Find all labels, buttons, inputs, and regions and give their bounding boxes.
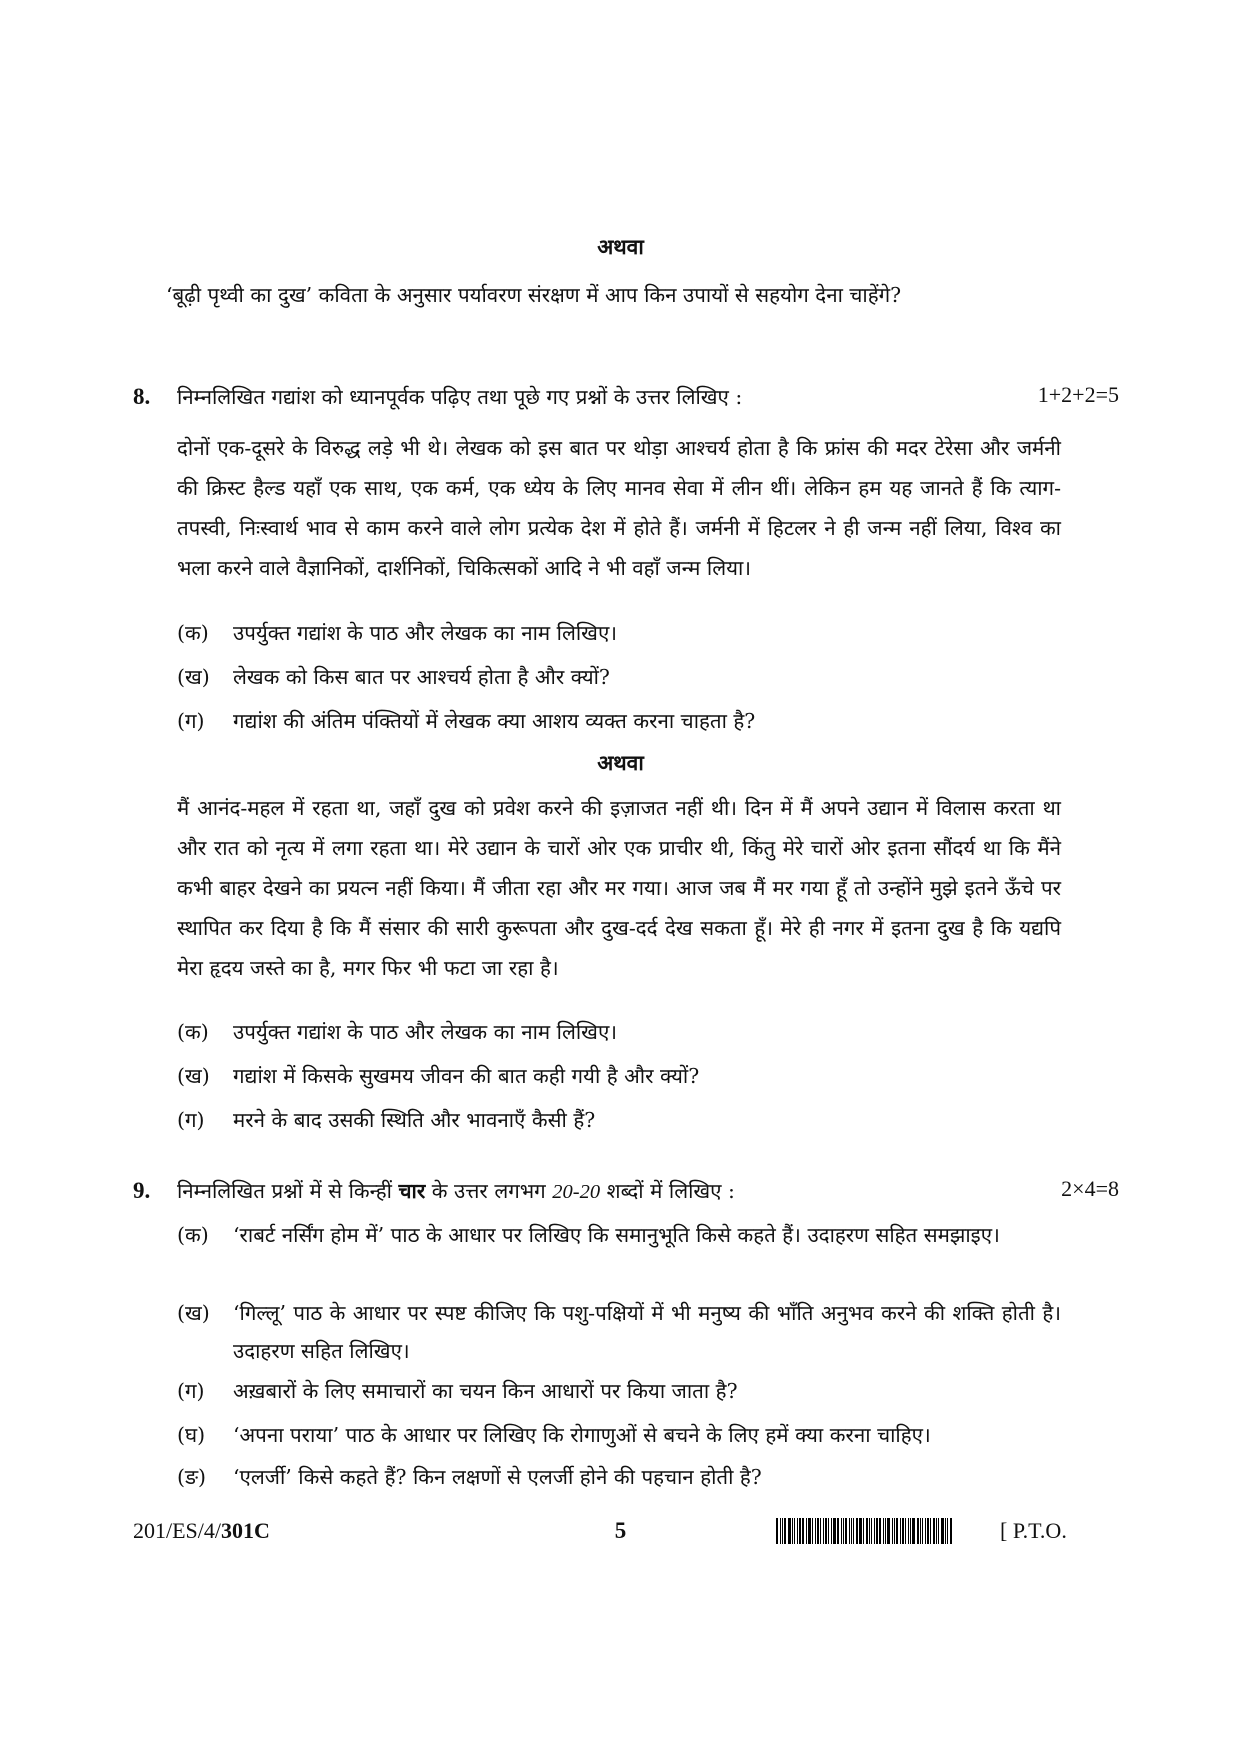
barcode-bar bbox=[849, 1518, 850, 1544]
barcode-bar bbox=[833, 1518, 836, 1544]
barcode-bar bbox=[917, 1518, 919, 1544]
barcode-bar bbox=[871, 1518, 872, 1544]
barcode-bar bbox=[863, 1518, 864, 1544]
sub-question-label: (ख) bbox=[177, 1064, 210, 1088]
barcode-bar bbox=[941, 1518, 944, 1544]
prompt-emphasis: चार bbox=[398, 1179, 426, 1203]
sub-question-text: लेखक को किस बात पर आश्चर्य होता है और क्यों? bbox=[233, 665, 610, 689]
barcode-bar bbox=[930, 1518, 931, 1544]
sub-question-text: उपर्युक्त गद्यांश के पाठ और लेखक का नाम लिखिए। bbox=[233, 1020, 618, 1044]
barcode-bar bbox=[808, 1518, 811, 1544]
sub-question-label: (ग) bbox=[177, 1108, 205, 1132]
barcode-bar bbox=[887, 1518, 890, 1544]
sub-question-text: अख़बारों के लिए समाचारों का चयन किन आधारों पर किया जाता है? bbox=[233, 1379, 738, 1403]
sub-question-label: (ङ) bbox=[177, 1465, 207, 1489]
barcode-bar bbox=[908, 1518, 909, 1544]
barcode-bar bbox=[828, 1518, 829, 1544]
barcode-bar bbox=[856, 1518, 858, 1544]
barcode-bar bbox=[927, 1518, 929, 1544]
barcode-bar bbox=[945, 1518, 946, 1544]
sub-question-text: गद्यांश में किसके सुखमय जीवन की बात कही गयी है और क्यों? bbox=[233, 1064, 700, 1088]
sub-question-text: ‘अपना पराया’ पाठ के आधार पर लिखिए कि रोगाणुओं से बचने के लिए हमें क्या करना चाहिए। bbox=[233, 1423, 931, 1447]
barcode-bar bbox=[797, 1518, 798, 1544]
barcode-bar bbox=[794, 1518, 795, 1544]
sub-question-text: ‘एलर्जी’ किसे कहते हैं? किन लक्षणों से एलर्जी होने की पहचान होती है? bbox=[233, 1465, 762, 1489]
barcode-bar bbox=[892, 1518, 893, 1544]
barcode-bar bbox=[933, 1518, 935, 1544]
passage-a: दोनों एक-दूसरे के विरुद्ध लड़े भी थे। लेखक को इस बात पर थोड़ा आश्चर्य होता है कि फ्रांस की मदर टेरेसा और जर्मनी की क्रिस्ट हैल्ड यहाँ एक साथ, एक कर्म, एक ध्येय के लिए मानव सेवा में लीन थीं। लेकिन हम यह जानते हैं कि त्याग-तपस्वी, निःस्वार्थ भाव से काम करने वाले लोग प्रत्येक देश में होते हैं। जर्मनी में हिटलर ने ही जन्म नहीं लिया, विश्व का भला करने वाले वैज्ञानिकों, दार्शनिकों, चिकित्सकों आदि ने भी वहाँ जन्म लिया। bbox=[177, 436, 1061, 580]
sub-question-text: उपर्युक्त गद्यांश के पाठ और लेखक का नाम लिखिए। bbox=[233, 621, 618, 645]
sub-question-label: (घ) bbox=[177, 1423, 206, 1447]
barcode-bar bbox=[859, 1518, 862, 1544]
passage-b: मैं आनंद-महल में रहता था, जहाँ दुख को प्रवेश करने की इज़ाजत नहीं थी। दिन में मैं अपने उद्यान में विलास करता था और रात को नृत्य में लगा रहता था। मेरे उद्यान के चारों ओर एक प्राचीर थी, किंतु मेरे चारों ओर इतना सौंदर्य था कि मैंने कभी बाहर देखने का प्रयत्न नहीं किया। मैं जीता रहा और मर गया। आज जब मैं मर गया हूँ तो उन्होंने मुझे इतने ऊँचे पर स्थापित कर दिया है कि मैं संसार की सारी कुरूपता और दुख-दर्द देख सकता हूँ। मेरे ही नगर में इतना दुख है कि यद्यपि मेरा हृदय जस्ते का है, मगर फिर भी फटा जा रहा है। bbox=[177, 796, 1061, 980]
barcode-icon bbox=[776, 1518, 988, 1544]
question-8-marks: 1+2+2=5 bbox=[1037, 382, 1119, 407]
or-heading: अथवा bbox=[597, 234, 644, 259]
barcode-bar bbox=[947, 1518, 948, 1544]
barcode-bar bbox=[905, 1518, 906, 1544]
barcode-bar bbox=[845, 1518, 847, 1544]
barcode-bar bbox=[812, 1518, 813, 1544]
barcode-bar bbox=[802, 1518, 804, 1544]
barcode-bar bbox=[831, 1518, 832, 1544]
sub-question bbox=[177, 1061, 699, 1091]
barcode-bar bbox=[874, 1518, 875, 1544]
sub-question-text: ‘राबर्ट नर्सिंग होम में’ पाठ के आधार पर लिखिए कि समानुभूति किसे कहते हैं। उदाहरण सहित समझाइए। bbox=[233, 1223, 1000, 1247]
sub-question-label: (क) bbox=[177, 621, 209, 645]
barcode-bar bbox=[788, 1518, 791, 1544]
barcode-bar bbox=[910, 1518, 911, 1544]
sub-question-label: (ग) bbox=[177, 1379, 205, 1403]
barcode-bar bbox=[912, 1518, 915, 1544]
barcode-bar bbox=[843, 1518, 844, 1544]
question-number-8: 8. bbox=[133, 384, 151, 409]
sub-question bbox=[177, 1462, 762, 1492]
barcode-bar bbox=[776, 1518, 778, 1544]
or-question-7: ‘बूढ़ी पृथ्वी का दुख’ कविता के अनुसार पर्यावरण संरक्षण में आप किन उपायों से सहयोग देना चाहेंगे? bbox=[166, 283, 902, 307]
prompt-word-count: 20-20 bbox=[552, 1181, 601, 1203]
sub-question-text: ‘गिल्लू’ पाठ के आधार पर स्पष्ट कीजिए कि पशु-पक्षियों में भी मनुष्य की भाँति अनुभव करने की शक्ति होती है। उदाहरण सहित लिखिए। bbox=[233, 1301, 1061, 1363]
sub-question bbox=[177, 1376, 738, 1406]
sub-question bbox=[177, 662, 610, 692]
sub-question-text: मरने के बाद उसकी स्थिति और भावनाएँ कैसी हैं? bbox=[233, 1108, 596, 1132]
prompt-text: के उत्तर लगभग bbox=[431, 1179, 546, 1203]
paper-code-prefix: 201/ES/4/ bbox=[133, 1518, 222, 1543]
barcode-bar bbox=[902, 1518, 904, 1544]
barcode-bar bbox=[823, 1518, 824, 1544]
barcode-bar bbox=[883, 1518, 884, 1544]
barcode-bar bbox=[900, 1518, 901, 1544]
barcode-bar bbox=[780, 1518, 781, 1544]
page-number: 5 bbox=[614, 1518, 627, 1543]
barcode-bar bbox=[851, 1518, 852, 1544]
barcode-bar bbox=[950, 1518, 952, 1544]
paper-code-bold: 301C bbox=[221, 1518, 270, 1543]
barcode-bar bbox=[825, 1518, 827, 1544]
sub-question bbox=[177, 1017, 617, 1047]
barcode-bar bbox=[853, 1518, 854, 1544]
or-heading: अथवा bbox=[597, 750, 644, 775]
question-number-9: 9. bbox=[133, 1178, 151, 1203]
barcode-bar bbox=[894, 1518, 895, 1544]
barcode-bar bbox=[792, 1518, 793, 1544]
barcode-bar bbox=[799, 1518, 801, 1544]
barcode-bar bbox=[922, 1518, 923, 1544]
question-9-prompt bbox=[177, 1176, 735, 1207]
sub-question-label: (क) bbox=[177, 1020, 209, 1044]
barcode-bar bbox=[869, 1518, 870, 1544]
barcode-bar bbox=[820, 1518, 821, 1544]
sub-question-label: (ख) bbox=[177, 1301, 210, 1325]
sub-question-label: (क) bbox=[177, 1223, 209, 1247]
barcode-bar bbox=[817, 1518, 819, 1544]
barcode-bar bbox=[920, 1518, 921, 1544]
barcode-bar bbox=[806, 1518, 807, 1544]
barcode-bar bbox=[876, 1518, 878, 1544]
sub-question-label: (ग) bbox=[177, 709, 205, 733]
barcode-bar bbox=[885, 1518, 886, 1544]
sub-question-label: (ख) bbox=[177, 665, 210, 689]
barcode-bar bbox=[938, 1518, 939, 1544]
barcode-bar bbox=[841, 1518, 842, 1544]
question-9-marks: 2×4=8 bbox=[1061, 1176, 1119, 1201]
sub-question-text: गद्यांश की अंतिम पंक्तियों में लेखक क्या आशय व्यक्त करना चाहता है? bbox=[233, 709, 756, 733]
sub-question bbox=[177, 1105, 595, 1135]
barcode-bar bbox=[879, 1518, 881, 1544]
sub-question bbox=[177, 618, 617, 648]
question-8-prompt: निम्नलिखित गद्यांश को ध्यानपूर्वक पढ़िए तथा पूछे गए प्रश्नों के उत्तर लिखिए : bbox=[177, 385, 743, 409]
pto-label: [ P.T.O. bbox=[1000, 1518, 1067, 1543]
sub-question bbox=[177, 706, 755, 736]
barcode-bar bbox=[866, 1518, 868, 1544]
prompt-text: निम्नलिखित प्रश्नों में से किन्हीं bbox=[177, 1179, 392, 1203]
barcode-bar bbox=[784, 1518, 786, 1544]
barcode-bar bbox=[936, 1518, 937, 1544]
barcode-bar bbox=[837, 1518, 839, 1544]
sub-question bbox=[177, 1420, 931, 1450]
barcode-bar bbox=[896, 1518, 898, 1544]
barcode-bar bbox=[925, 1518, 926, 1544]
barcode-bar bbox=[782, 1518, 783, 1544]
barcode-bar bbox=[815, 1518, 816, 1544]
prompt-text: शब्दों में लिखिए : bbox=[606, 1179, 735, 1203]
